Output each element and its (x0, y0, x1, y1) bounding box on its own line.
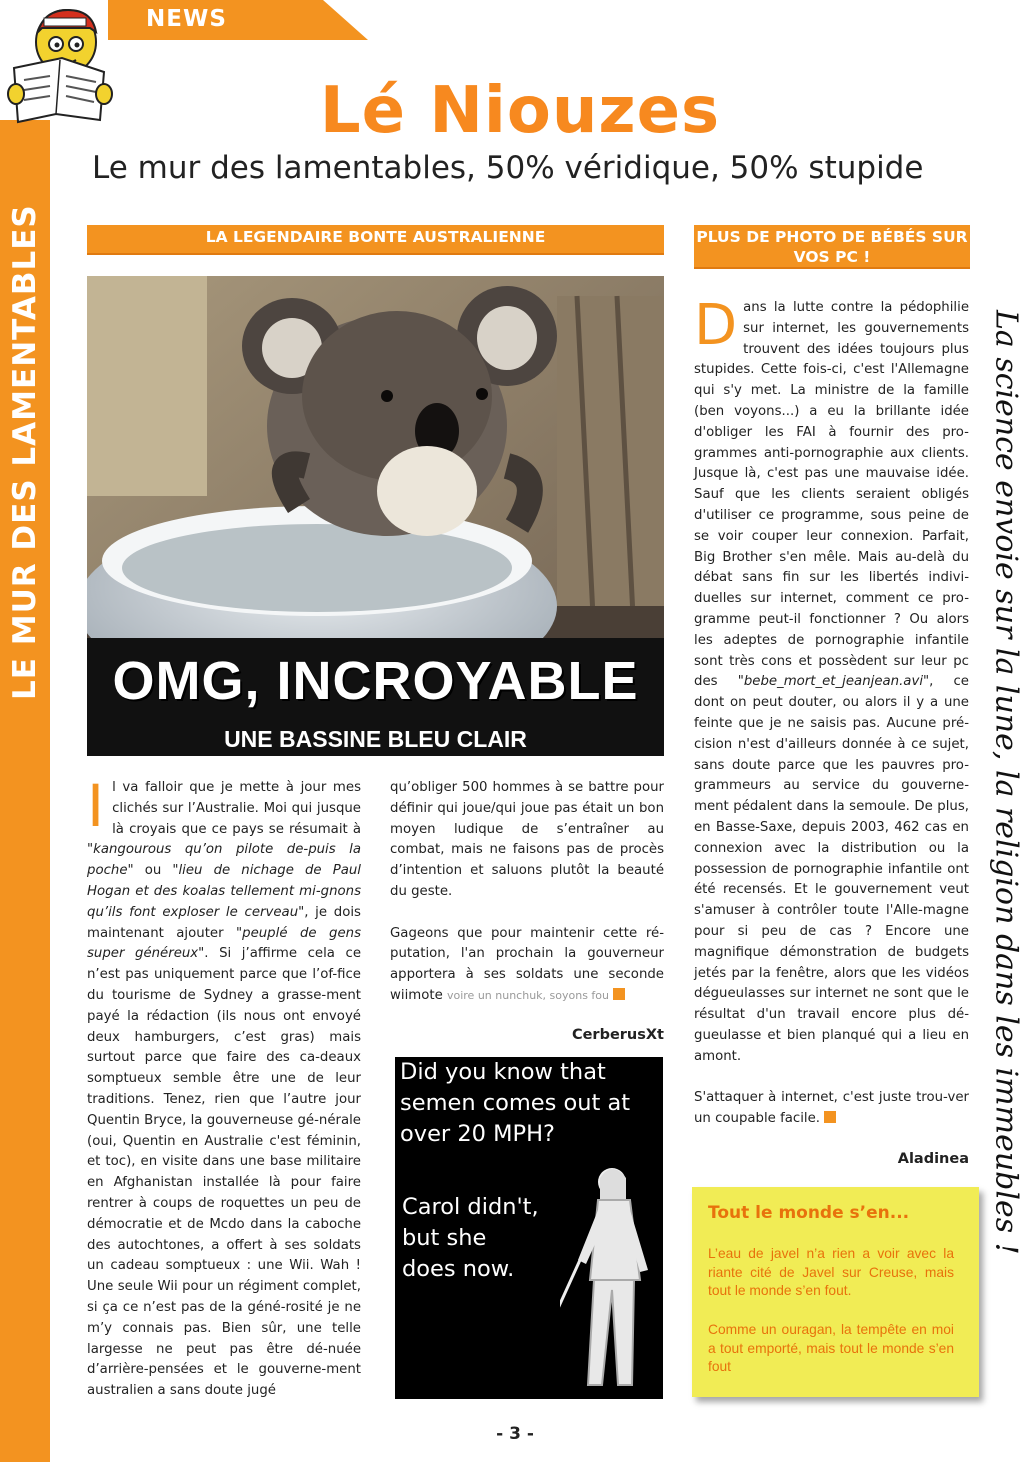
article2-text: , ce dont on peut douter, ou alors il y a une feinte que je ne saisis pas. Aucune pré-cision n'est d'ailleurs donnée à ce sujet, sans doute parce que les pauvres pro-grammeurs au service du gouverne-ment pédalent dans la semoule. De plus, en Basse-Saxe, depuis 2003, 462 cas en connexion avec la distribution ou la possession de pornographie infantile ont été recensés. Et le gouvernement veut s'amuser à contrôler toute l'Alle-magne pour si peu de cas ? Encore une magnifique démonstration de budgets jetés par la fenêtre, alors que les vidéos dégueulasses sur internet ne sont que le résultat d'un travail encore plus dé-gueulasse et bien planqué qui a lieu en amont. (694, 674, 969, 1064)
article1-heading: LA LEGENDAIRE BONTE AUSTRALIENNE (87, 225, 664, 255)
article2-paragraph-end (694, 1088, 969, 1130)
page-subtitle: Le mur des lamentables, 50% véridique, 50% stupide (92, 150, 924, 186)
page-number: - 3 - (496, 1424, 534, 1444)
article1-text: Gageons que pour maintenir cette ré-putation, l'an prochain la gouverneur apportera à ses soldats une seconde wiimote (390, 925, 664, 1003)
article1-quote: "peuplé de gens super généreux" (87, 925, 361, 962)
sticky-note-paragraph: Comme un ouragan, la tempête en moi a tout emporté, mais tout le monde s’en fout (708, 1322, 954, 1375)
article2-paragraph (694, 293, 969, 1067)
article1-quote: "lieu de nichage de Paul Hogan et des koalas tellement mi-gnons qu’ils font exploser le cerveau" (87, 863, 361, 920)
side-label: LE MUR DES LAMENTABLES (7, 204, 43, 700)
poster-question: Did you know that semen comes out at over 20 MPH? (400, 1059, 631, 1147)
article1-paragraph: qu’obliger 500 hommes à se battre pour définir qui joue/qui joue pas était un bon moyen ludique de s’entraîner au combat, mais ne faisons pas de procès d’intention et saluons plutôt la beauté du geste. (390, 780, 664, 899)
sticky-note-title: Tout le monde s’en... (708, 1203, 910, 1223)
article2-heading: PLUS DE PHOTO DE BÉBÉS SUR VOS PC ! (694, 225, 970, 269)
article2-text: ans la lutte contre la pédophilie sur internet, les gouvernements trouvent des idées toujours plus stupides. Cette fois-ci, c'est l'Allemagne qui s'y met. La ministre de la famille (ben voyons...) a eu la brillante idée d'obliger les FAI à fournir des pro-grammes anti-pornographie aux clients. Jusque là, c'est pas une mauvaise idée. Sauf que les clients seraient obligés d'utiliser ce programme, sous peine de se voir couper leur connexion. Parfait, Big Brother s'en mêle. Mais au-delà du débat sans fin sur les libertés indivi-duelles sur internet, comment ce pro-gramme peut-il fonctionner ? Ou alors les adeptes de pornographie infantile sont très cons et possèdent sur leur pc des (694, 300, 969, 690)
article1-text: l va falloir que je mette à jour mes clichés sur l’Australie. Moi qui jusque là croyais que ce pays se résumait à (112, 780, 361, 837)
article1-dropcap: I (87, 772, 105, 840)
article2-text: S'attaquer à internet, c'est juste trou-ver un coupable facile. (694, 1090, 969, 1127)
article1-text: . Si j’affirme cela ce n’est pas uniquement parce que l’of-fice du tourisme de Sydney a grasse-ment payé la rédaction (ils nous ont envoyé deux hamburgers, c’est gras) mais surtout parce que faire des ca-deaux somptueux semble être une de leur traditions. Tenez, rien que l’autre jour Quentin Bryce, la gouverneuse gé-nérale (oui, Quentin en Australie c'est féminin, et toc), en visite dans une base militaire en Afghanistan installée là pour faire rentrer à coups de roquettes un peu de démocratie et de Mcdo dans la caboche des autochtones, a offert à ses soldats un cadeau somptueux : une Wii. Wah ! Une seule Wii pour un régiment complet, si ça ce n’est pas de la géné-rosité je ne m’y connais pas. Bien sûr, une telle largesse ne peut pas être dé-nuée d’arrière-pensées et le gouverne-ment australien a sans doute jugé (87, 946, 361, 1399)
article2-dropcap: D (694, 293, 738, 358)
photo-caption-headline: OMG, INCROYABLE (112, 651, 639, 711)
sticky-note-paragraph: L’eau de javel n’a rien a voir avec la riante cité de Javel sur Creuse, mais tout le monde s’en fout. (708, 1246, 954, 1299)
photo-caption-subline: UNE BASSINE BLEU CLAIR (224, 726, 527, 752)
article2-column (694, 293, 969, 1151)
article1-column1 (87, 772, 361, 1402)
article1-paragraph-end (390, 924, 664, 1007)
blind-woman-figure-icon (560, 1160, 660, 1395)
section-tab-label: NEWS (146, 6, 227, 32)
end-square-icon (824, 1111, 836, 1123)
article2-author: Aladinea (897, 1151, 969, 1167)
article2-quote: "bebe_mort_et_jeanjean.avi" (737, 674, 930, 690)
page-title: Lé Niouzes (319, 74, 721, 148)
article1-quote: "kangourous qu’on pilote de-puis la poche" (87, 842, 361, 879)
article1-author: CerberusXt (571, 1027, 664, 1043)
article1-text: , je dois maintenant ajouter (87, 904, 361, 941)
vertical-quote: La science envoie sur la lune, la religion dans les immeubles ! (988, 310, 1024, 1255)
poster-punchline: Carol didn't, but she does now. (402, 1194, 539, 1282)
mascot-newspaper-icon (4, 2, 114, 130)
end-square-icon (613, 988, 625, 1000)
article1-text: ou (133, 863, 173, 879)
article1-aside: voire un nunchuk, soyons fou (446, 988, 610, 1002)
article1-column2 (390, 778, 664, 1028)
